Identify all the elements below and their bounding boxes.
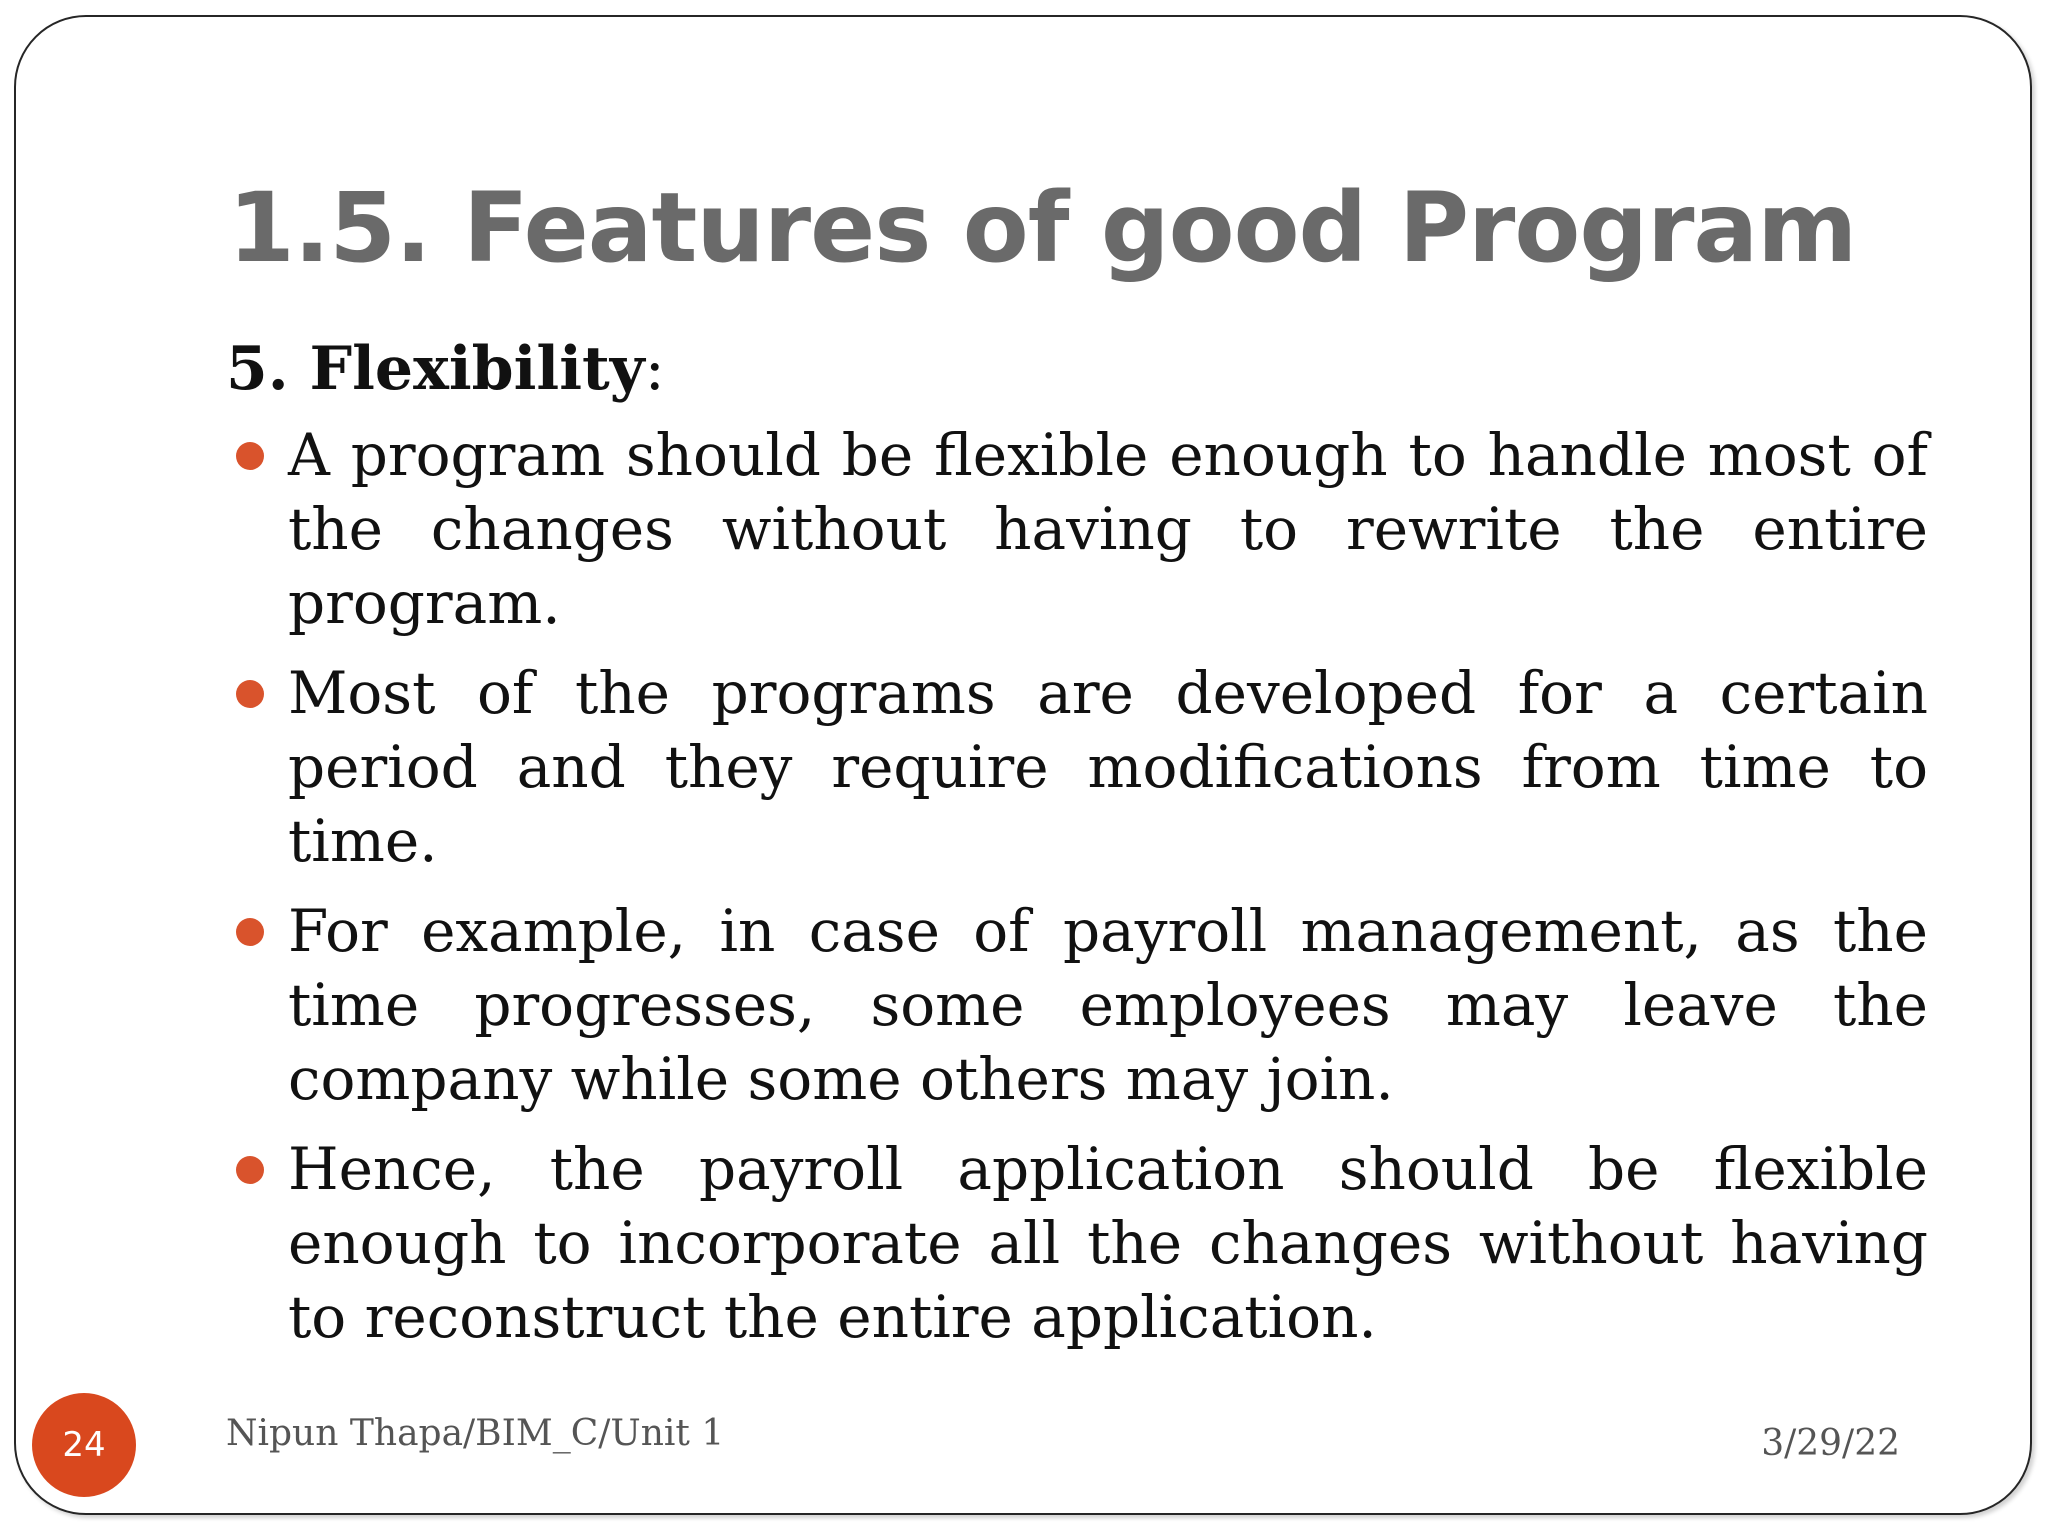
bullet-dot-icon	[236, 442, 264, 470]
section-heading-colon: :	[644, 334, 665, 404]
list-item	[226, 418, 1928, 640]
footer-author: Nipun Thapa/BIM_C/Unit 1	[226, 1413, 725, 1454]
slide-title: 1.5. Features of good Program	[228, 172, 1857, 284]
bullet-text: For example, in case of payroll management, as the time progresses, some employees may leave the company while some others may join.	[288, 897, 1928, 1113]
bullet-dot-icon	[236, 1156, 264, 1184]
section-heading	[226, 328, 1928, 410]
slide-number-badge: 24	[32, 1393, 136, 1497]
bullet-text: Most of the programs are developed for a certain period and they require modifications from time to time.	[288, 659, 1928, 875]
bullet-text: Hence, the payroll application should be flexible enough to incorporate all the changes without having to reconstruct the entire application.	[288, 1135, 1928, 1351]
bullet-text: A program should be flexible enough to handle most of the changes without having to rewrite the entire program.	[288, 421, 1928, 637]
bullet-list	[226, 418, 1928, 1354]
slide-body	[226, 328, 1928, 1370]
footer-date: 3/29/22	[1761, 1423, 1900, 1464]
section-heading-text: 5. Flexibility	[226, 334, 645, 404]
list-item	[226, 894, 1928, 1116]
list-item	[226, 1132, 1928, 1354]
list-item	[226, 656, 1928, 878]
bullet-dot-icon	[236, 680, 264, 708]
bullet-dot-icon	[236, 918, 264, 946]
